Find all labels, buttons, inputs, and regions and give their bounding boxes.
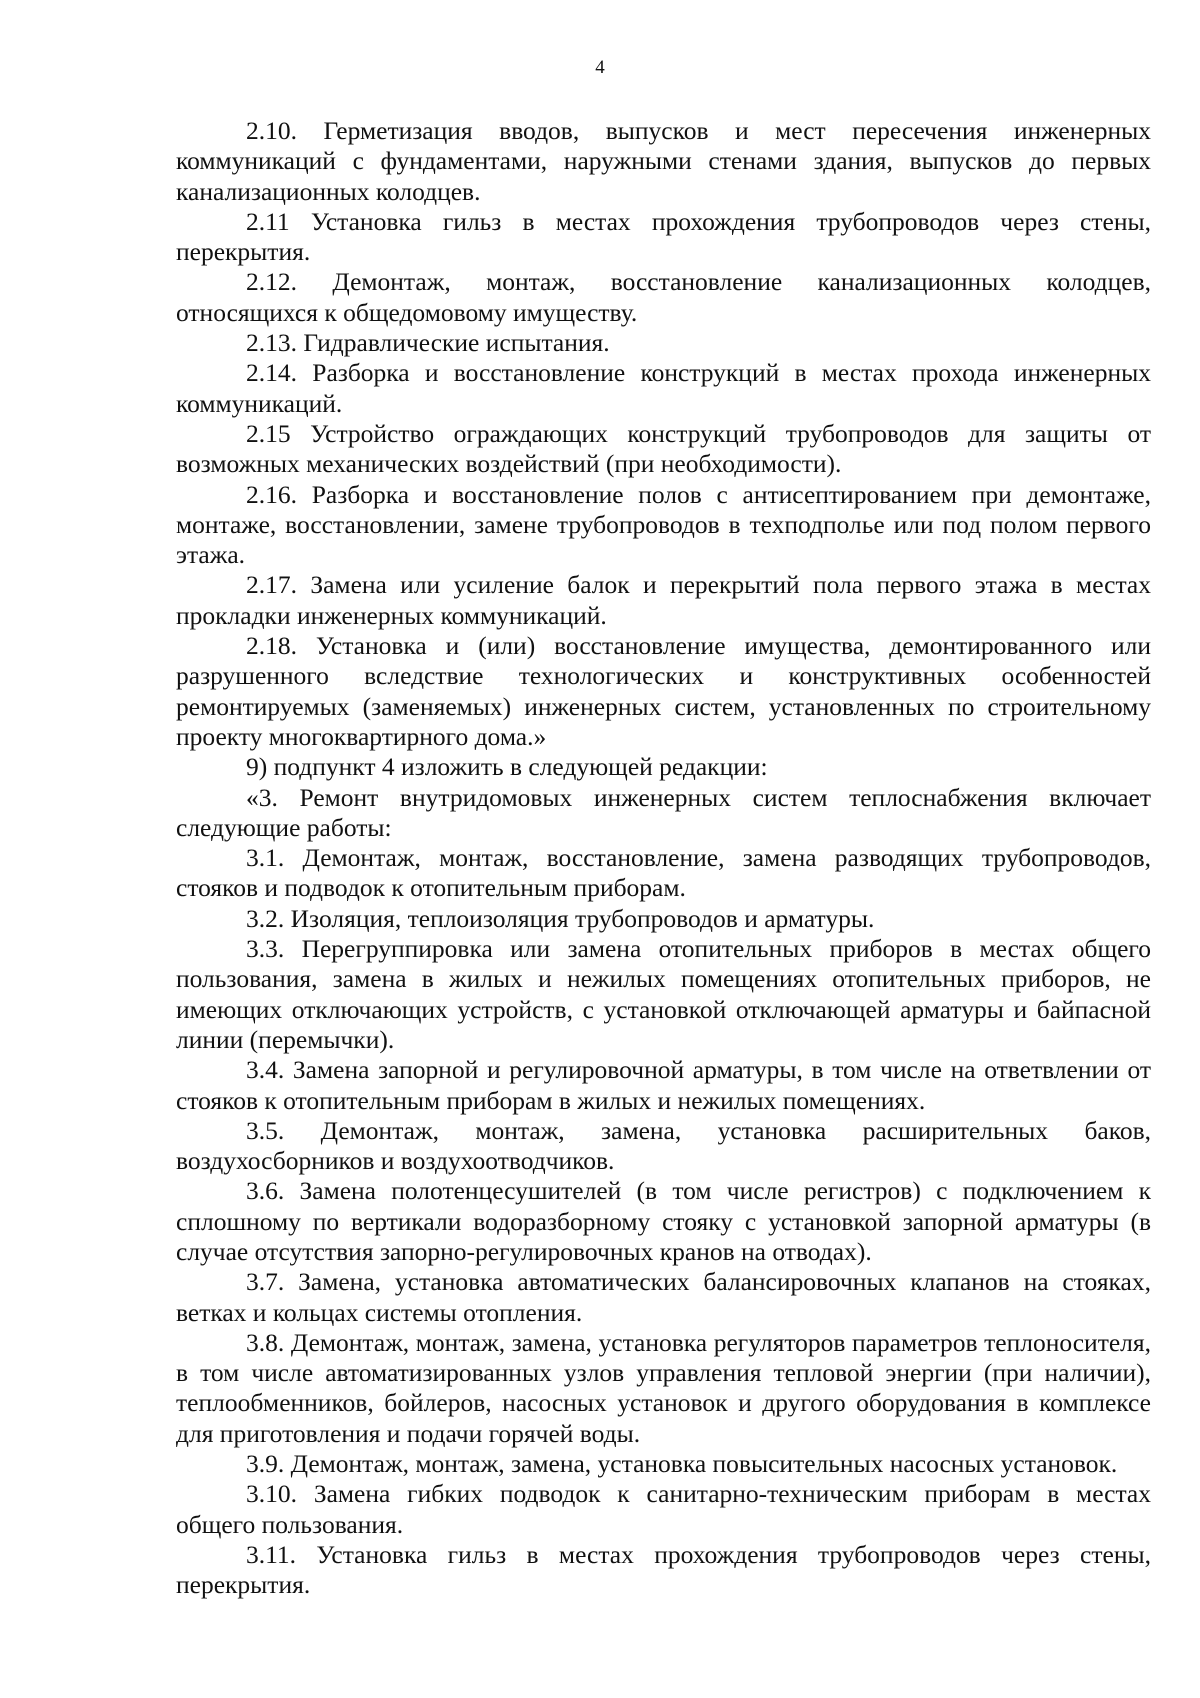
paragraph-3-3: 3.3. Перегруппировка или замена отопительных приборов в местах общего пользования, замена в жилых и нежилых помещениях отопительных приборов, не имеющих отключающих устройств, с установкой отключающей арматуры и байпасной линии (перемычки). xyxy=(176,934,1151,1054)
paragraph-amendment-9: 9) подпункт 4 изложить в следующей редакции: xyxy=(246,752,768,782)
paragraph-2-18: 2.18. Установка и (или) восстановление имущества, демонтированного или разрушенного вследствие технологических и конструктивных особенностей ремонтируемых (заменяемых) инженерных систем, установленных по строительному проекту многоквартирного дома.» xyxy=(176,631,1151,751)
paragraph-2-13: 2.13. Гидравлические испытания. xyxy=(246,328,610,358)
paragraph-3-5: 3.5. Демонтаж, монтаж, замена, установка расширительных баков, воздухосборников и воздухоотводчиков. xyxy=(176,1115,1151,1176)
paragraph-2-17: 2.17. Замена или усиление балок и перекрытий пола первого этажа в местах прокладки инженерных коммуникаций. xyxy=(176,570,1151,630)
paragraph-3-9: 3.9. Демонтаж, монтаж, замена, установка повысительных насосных установок. xyxy=(246,1449,1118,1479)
paragraph-section-3-heading: «3. Ремонт внутридомовых инженерных систем теплоснабжения включает следующие работы: xyxy=(176,782,1151,842)
paragraph-3-6: 3.6. Замена полотенцесушителей (в том числе регистров) с подключением к сплошному по вертикали водоразборному стояку с установкой запорной арматуры (в случае отсутствия запорно-регулировочных кранов на отводах). xyxy=(176,1176,1151,1266)
paragraph-2-16: 2.16. Разборка и восстановление полов с антисептированием при демонтаже, монтаже, восстановлении, замене трубопроводов в техподполье или под полом первого этажа. xyxy=(176,479,1151,570)
page-number: 4 xyxy=(595,57,605,78)
paragraph-3-7: 3.7. Замена, установка автоматических балансировочных клапанов на стояках, ветках и кольцах системы отопления. xyxy=(176,1267,1151,1327)
paragraph-3-4: 3.4. Замена запорной и регулировочной арматуры, в том числе на ответвлении от стояков к отопительным приборам в жилых и нежилых помещениях. xyxy=(176,1055,1151,1115)
paragraph-2-10: 2.10. Герметизация вводов, выпусков и мест пересечения инженерных коммуникаций с фундаментами, наружными стенами здания, выпусков до первых канализационных колодцев. xyxy=(176,116,1151,206)
paragraph-2-15: 2.15 Устройство ограждающих конструкций трубопроводов для защиты от возможных механических воздействий (при необходимости). xyxy=(176,418,1151,479)
paragraph-3-1: 3.1. Демонтаж, монтаж, восстановление, замена разводящих трубопроводов, стояков и подводок к отопительным приборам. xyxy=(176,843,1151,903)
paragraph-3-10: 3.10. Замена гибких подводок к санитарно-техническим приборам в местах общего пользования. xyxy=(176,1479,1151,1539)
paragraph-2-12: 2.12. Демонтаж, монтаж, восстановление канализационных колодцев, относящихся к общедомовому имуществу. xyxy=(176,267,1151,327)
paragraph-3-8: 3.8. Демонтаж, монтаж, замена, установка регуляторов параметров теплоносителя, в том числе автоматизированных узлов управления тепловой энергии (при наличии), теплообменников, бойлеров, насосных установок и другого оборудования в комплексе для приготовления и подачи горячей воды. xyxy=(176,1327,1151,1448)
paragraph-2-14: 2.14. Разборка и восстановление конструкций в местах прохода инженерных коммуникаций. xyxy=(176,358,1151,418)
paragraph-2-11: 2.11 Установка гильз в местах прохождения трубопроводов через стены, перекрытия. xyxy=(176,206,1151,267)
document-body xyxy=(176,116,1151,1601)
paragraph-3-2: 3.2. Изоляция, теплоизоляция трубопроводов и арматуры. xyxy=(246,903,875,933)
paragraph-3-11: 3.11. Установка гильз в местах прохождения трубопроводов через стены, перекрытия. xyxy=(176,1539,1151,1600)
